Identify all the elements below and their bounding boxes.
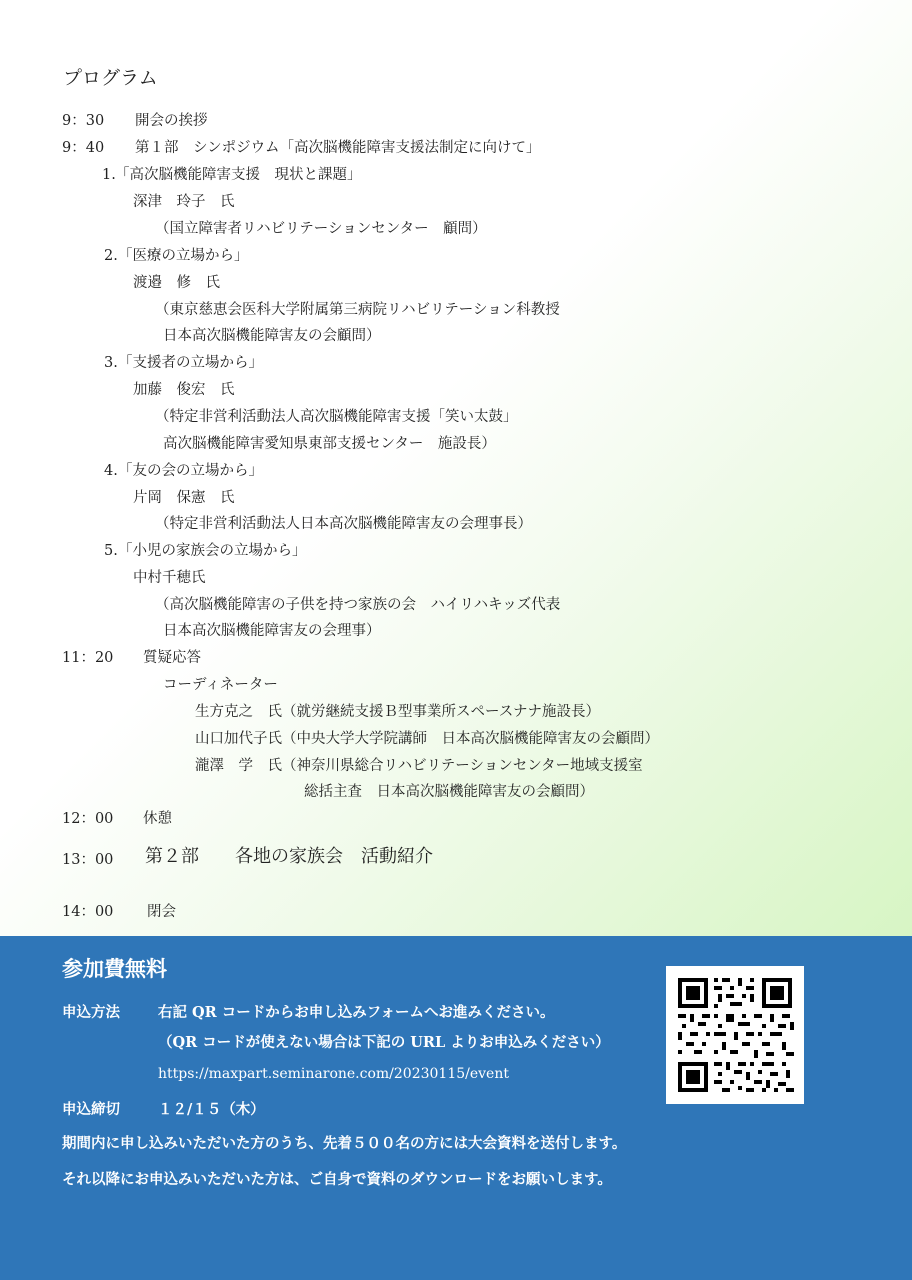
method-line-2: （QR コードが使えない場合は下記の URL よりお申込みください） xyxy=(158,1034,610,1051)
talk4-affiliation: （特定非営利活動法人日本高次脳機能障害友の会理事長） xyxy=(155,516,532,532)
talk3-speaker: 加藤 俊宏 氏 xyxy=(133,382,235,398)
talk2-title: 「医療の立場から」 xyxy=(118,248,249,264)
talk1-title: 「高次脳機能障害支援 現状と課題」 xyxy=(115,167,362,183)
talk3-affiliation-2: 高次脳機能障害愛知県東部支援センター 施設長） xyxy=(163,436,496,452)
time-0940: 9：40 xyxy=(62,140,105,156)
registration-url[interactable]: https://maxpart.seminarone.com/20230115/event xyxy=(158,1066,509,1082)
part2-title: 第２部 各地の家族会 活動紹介 xyxy=(145,846,433,867)
talk5-affiliation-2: 日本高次脳機能障害友の会理事） xyxy=(163,623,381,639)
talk1-number: 1. xyxy=(102,167,116,183)
talk3-number: 3. xyxy=(104,355,118,371)
coordinator-label: コーディネーター xyxy=(163,677,278,693)
talk5-title: 「小児の家族会の立場から」 xyxy=(118,543,307,559)
closing-title: 閉会 xyxy=(147,904,176,920)
talk1-affiliation: （国立障害者リハビリテーションセンター 顧問） xyxy=(155,221,487,237)
deadline-date: １２/１５（木） xyxy=(158,1101,265,1118)
deadline-label: 申込締切 xyxy=(62,1101,120,1118)
talk2-speaker: 渡邉 修 氏 xyxy=(133,275,220,291)
qa-title: 質疑応答 xyxy=(143,650,201,666)
talk5-speaker: 中村千穂氏 xyxy=(133,570,206,586)
opening-remarks: 開会の挨拶 xyxy=(135,113,208,129)
part1-title: 第１部 シンポジウム「高次脳機能障害支援法制定に向けて」 xyxy=(135,140,541,156)
program-heading: プログラム xyxy=(63,67,158,89)
note-1: 期間内に申し込みいただいた方のうち、先着５００名の方には大会資料を送付します。 xyxy=(62,1135,627,1152)
coordinator-2: 山口加代子氏（中央大学大学院講師 日本高次脳機能障害友の会顧問） xyxy=(195,731,659,747)
time-1200: 12：00 xyxy=(62,811,114,827)
coordinator-1: 生方克之 氏（就労継続支援Ｂ型事業所スペースナナ施設長） xyxy=(195,704,600,720)
coordinator-3: 瀧澤 学 氏（神奈川県総合リハビリテーションセンター地域支援室 xyxy=(195,758,643,774)
qr-code-icon[interactable] xyxy=(666,966,804,1104)
talk4-speaker: 片岡 保憲 氏 xyxy=(133,490,235,506)
coordinator-3-line2: 総括主査 日本高次脳機能障害友の会顧問） xyxy=(304,784,594,800)
talk5-number: 5. xyxy=(104,543,118,559)
talk2-affiliation-2: 日本高次脳機能障害友の会顧問） xyxy=(163,328,381,344)
talk1-speaker: 深津 玲子 氏 xyxy=(133,194,235,210)
break-title: 休憩 xyxy=(143,811,172,827)
time-0930: 9：30 xyxy=(62,113,105,129)
talk2-number: 2. xyxy=(104,248,118,264)
talk4-title: 「友の会の立場から」 xyxy=(118,463,263,479)
time-1300: 13：00 xyxy=(62,852,114,868)
talk2-affiliation-1: （東京慈恵会医科大学附属第三病院リハビリテーション科教授 xyxy=(155,302,560,318)
talk3-affiliation-1: （特定非営利活動法人高次脳機能障害支援「笑い太鼓」 xyxy=(155,409,518,425)
note-2: それ以降にお申込みいただいた方は、ご自身で資料のダウンロードをお願いします。 xyxy=(62,1171,612,1188)
talk5-affiliation-1: （高次脳機能障害の子供を持つ家族の会 ハイリハキッズ代表 xyxy=(155,597,561,613)
time-1120: 11：20 xyxy=(62,650,114,666)
method-label: 申込方法 xyxy=(62,1004,120,1021)
method-line-1: 右記 QR コードからお申し込みフォームへお進みください。 xyxy=(158,1004,555,1021)
time-1400: 14：00 xyxy=(62,904,114,920)
fee-heading: 参加費無料 xyxy=(62,956,167,981)
talk3-title: 「支援者の立場から」 xyxy=(118,355,263,371)
talk4-number: 4. xyxy=(104,463,118,479)
